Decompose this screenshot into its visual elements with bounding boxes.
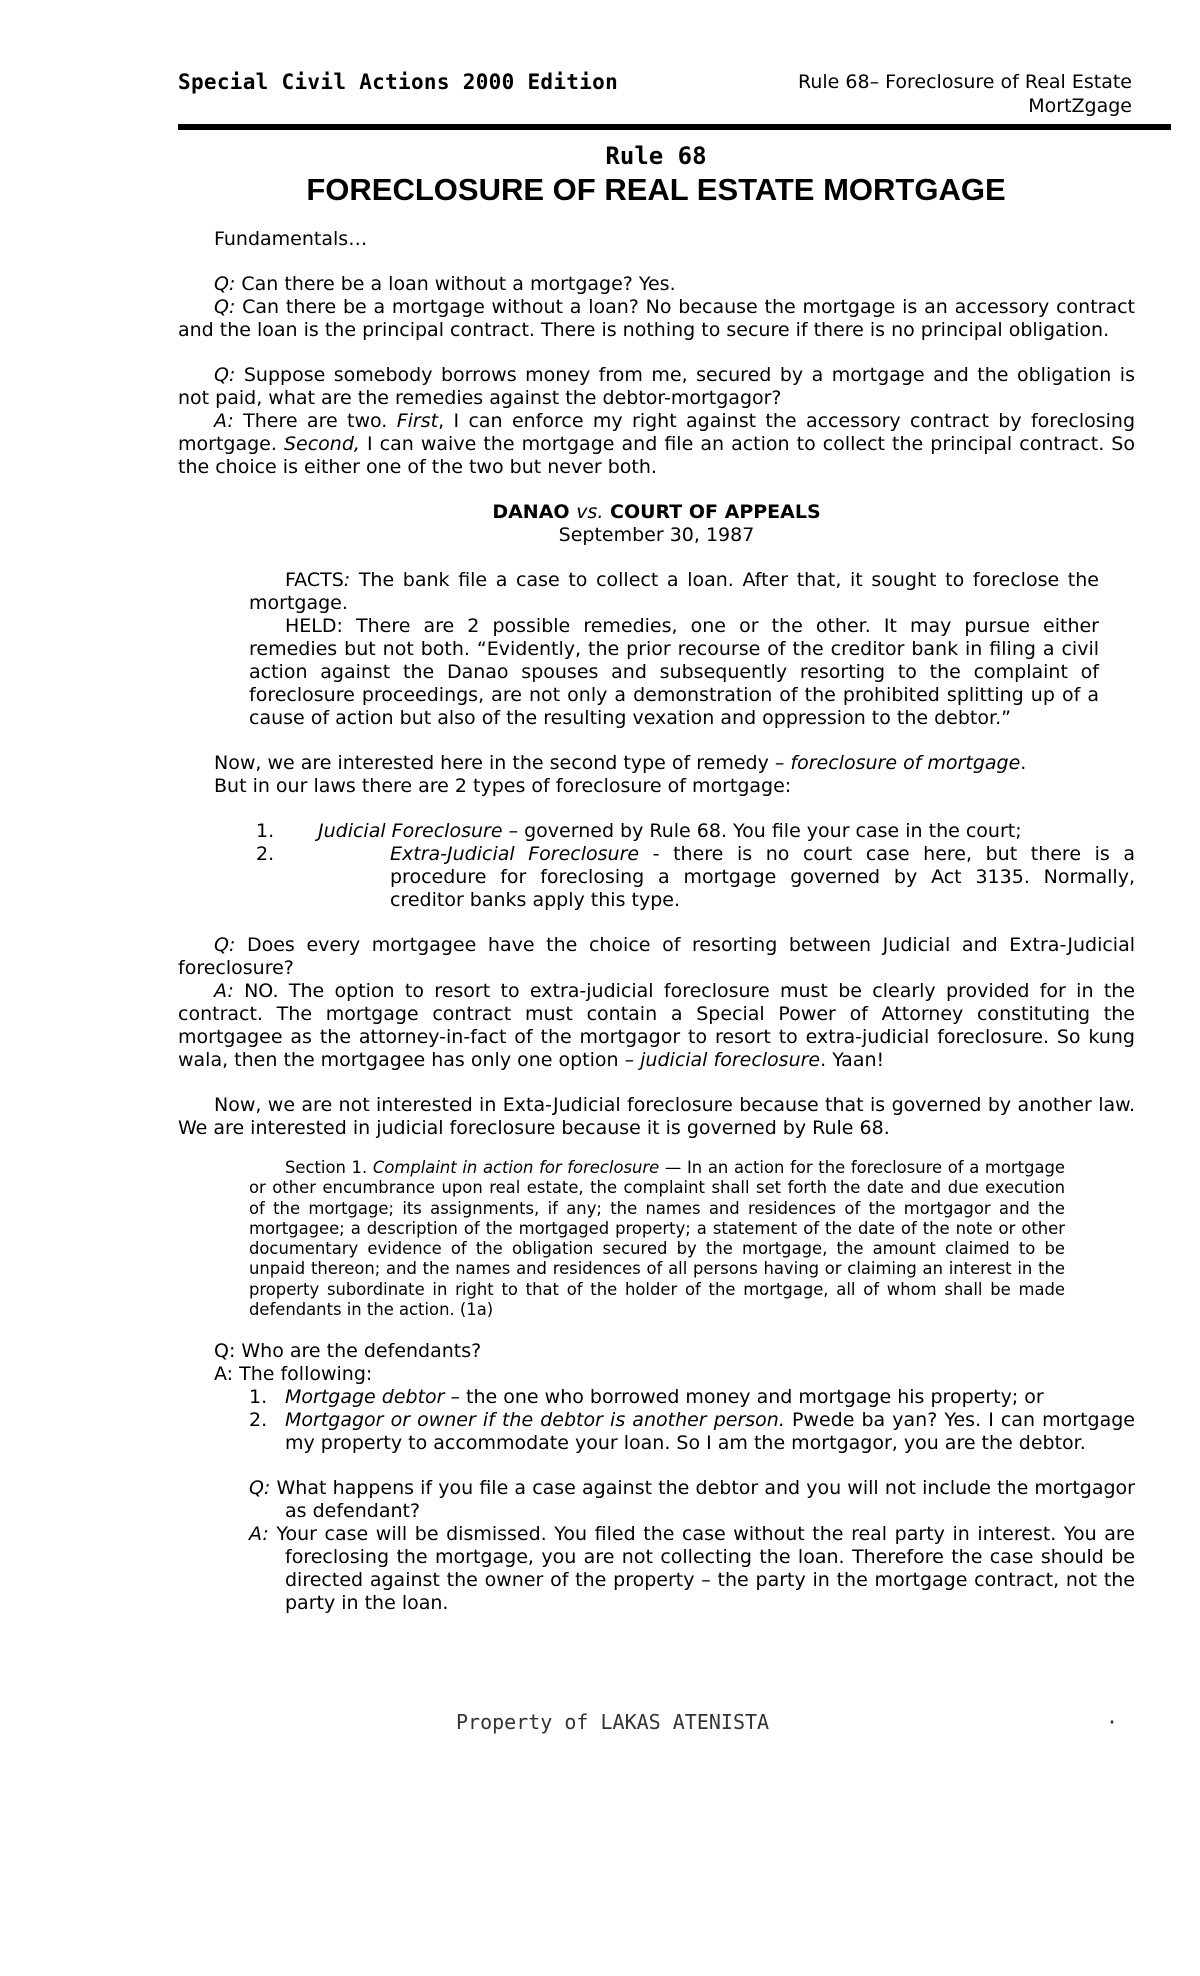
case-facts: FACTS: The bank file a case to collect a loan. After that, it sought to foreclose the mortgage. [249, 569, 1099, 614]
header-rule-title [772, 70, 1132, 118]
list-item: 2. Extra-Judicial Foreclosure - there is no court case here, but there is a procedure for foreclosing a mortgage governed by Act 3135. Normally, creditor banks apply this type. [256, 843, 1135, 911]
defendants-question: Q: Who are the defendants? [214, 1340, 482, 1363]
qa3-answer: A: NO. The option to resort to extra-judicial foreclosure must be clearly provided for in the contract. The mortgage contract must contain a Special Power of Attorney constituting the mortgagee as the attorney-in-fact of the mortgagor to resort to extra-judicial foreclosure. So kung wala, then the mortgagee has only one option – judicial foreclosure. Yaan! [178, 980, 1135, 1071]
document-body [178, 228, 1135, 1615]
a-label: A: [214, 410, 234, 432]
qa3-question: Q: Does every mortgagee have the choice of resorting between Judicial and Extra-Judicial foreclosure? [178, 934, 1135, 979]
remedy-line2: But in our laws there are 2 types of foreclosure of mortgage: [214, 775, 792, 797]
sub-qa [249, 1477, 1135, 1615]
page-title: FORECLOSURE OF REAL ESTATE MORTGAGE [306, 172, 1006, 207]
q-label: Q: [214, 934, 236, 956]
rule-number: Rule 68 [605, 142, 707, 170]
header-rule-line2: MortZgage [1028, 95, 1132, 117]
header-rule-line1: Rule 68– Foreclosure of Real Estate [798, 71, 1132, 93]
qa2-question: Q: Suppose somebody borrows money from me, secured by a mortgage and the obligation is not paid, what are the remedies against the debtor-mortgagor? [178, 364, 1135, 409]
defendants-answer: A: The following: [214, 1363, 373, 1386]
qa2-answer: A: There are two. First, I can enforce my right against the accessory contract by foreclosing mortgage. Second, I can waive the mortgage and file an action to collect the principal contract. So the choice is either one of the two but never both. [178, 410, 1136, 478]
footer-dot: · [1106, 1710, 1119, 1734]
intro-line: Fundamentals… [214, 228, 368, 250]
footer-property-text: Property of LAKAS ATENISTA [456, 1710, 770, 1734]
qa1-question2: Q: Can there be a mortgage without a loan? No because the mortgage is an accessory contract and the loan is the principal contract. There is nothing to secure if there is no principal obligation. [178, 296, 1135, 341]
case-held: HELD: There are 2 possible remedies, one or the other. It may pursue either remedies but not both. “Evidently, the prior recourse of the creditor bank in filing a civil action against the Danao spouses and subsequently resorting to the complaint of foreclosure proceedings, are not only a demonstration of the prohibited splitting up of a cause of action but also of the resulting vexation and oppression to the debtor.” [249, 615, 1099, 729]
q-label: Q: [214, 364, 236, 386]
list-item: 2. Mortgagor or owner if the debtor is another person. Pwede ba yan? Yes. I can mortgage my property to accommodate your loan. So I am the mortgagor, you are the debtor. [249, 1409, 1135, 1455]
a-label: A: [214, 980, 234, 1002]
header-divider [178, 124, 1171, 130]
section-1-quote: Section 1. Complaint in action for foreclosure — In an action for the foreclosure of a mortgage or other encumbrance upon real estate, the complaint shall set forth the date and due execution of the mortgage; its assignments, if any; the names and residences of the mortgagor and the mortgagee; a description of the mortgaged property; a statement of the date of the note or other documentary evidence of the obligation secured by the mortgage, the amount claimed to be unpaid thereon; and the names and residences of all persons having or claiming an interest in the property subordinate in right to that of the holder of the mortgage, all of whom shall be made defendants in the action. (1a) [249, 1158, 1065, 1320]
remedy-line1: Now, we are interested here in the second type of remedy – foreclosure of mortgage. [214, 752, 1027, 774]
foreclosure-types-list [178, 820, 1135, 912]
sub-question: Q: What happens if you file a case against the debtor and you will not include the mortgagor as defendant? [249, 1477, 1135, 1523]
case-digest [249, 569, 1099, 730]
defendants-section [214, 1340, 1135, 1615]
list-item: 1. Judicial Foreclosure – governed by Rule 68. You file your case in the court; [256, 820, 1022, 842]
q-label: Q: [214, 296, 236, 318]
section-title: Complaint in action for foreclosure [372, 1158, 660, 1177]
interest-paragraph: Now, we are not interested in Exta-Judicial foreclosure because that is governed by another law. We are interested in judicial foreclosure because it is governed by Rule 68. [178, 1094, 1135, 1139]
list-item: 1. Mortgage debtor – the one who borrowed money and mortgage his property; or [249, 1386, 1044, 1409]
sub-answer: A: Your case will be dismissed. You filed the case without the real party in interest. You are foreclosing the mortgage, you are not collecting the loan. Therefore the case should be directed against the owner of the property – the party in the mortgage contract, not the party in the loan. [249, 1523, 1135, 1615]
case-title: DANAO vs. COURT OF APPEALS [492, 501, 821, 523]
q-label: Q: [214, 273, 236, 295]
case-date: September 30, 1987 [558, 524, 755, 546]
qa1-question1: Q: Can there be a loan without a mortgage? Yes. [214, 273, 676, 295]
header-book-title: Special Civil Actions 2000 Edition [178, 70, 619, 94]
